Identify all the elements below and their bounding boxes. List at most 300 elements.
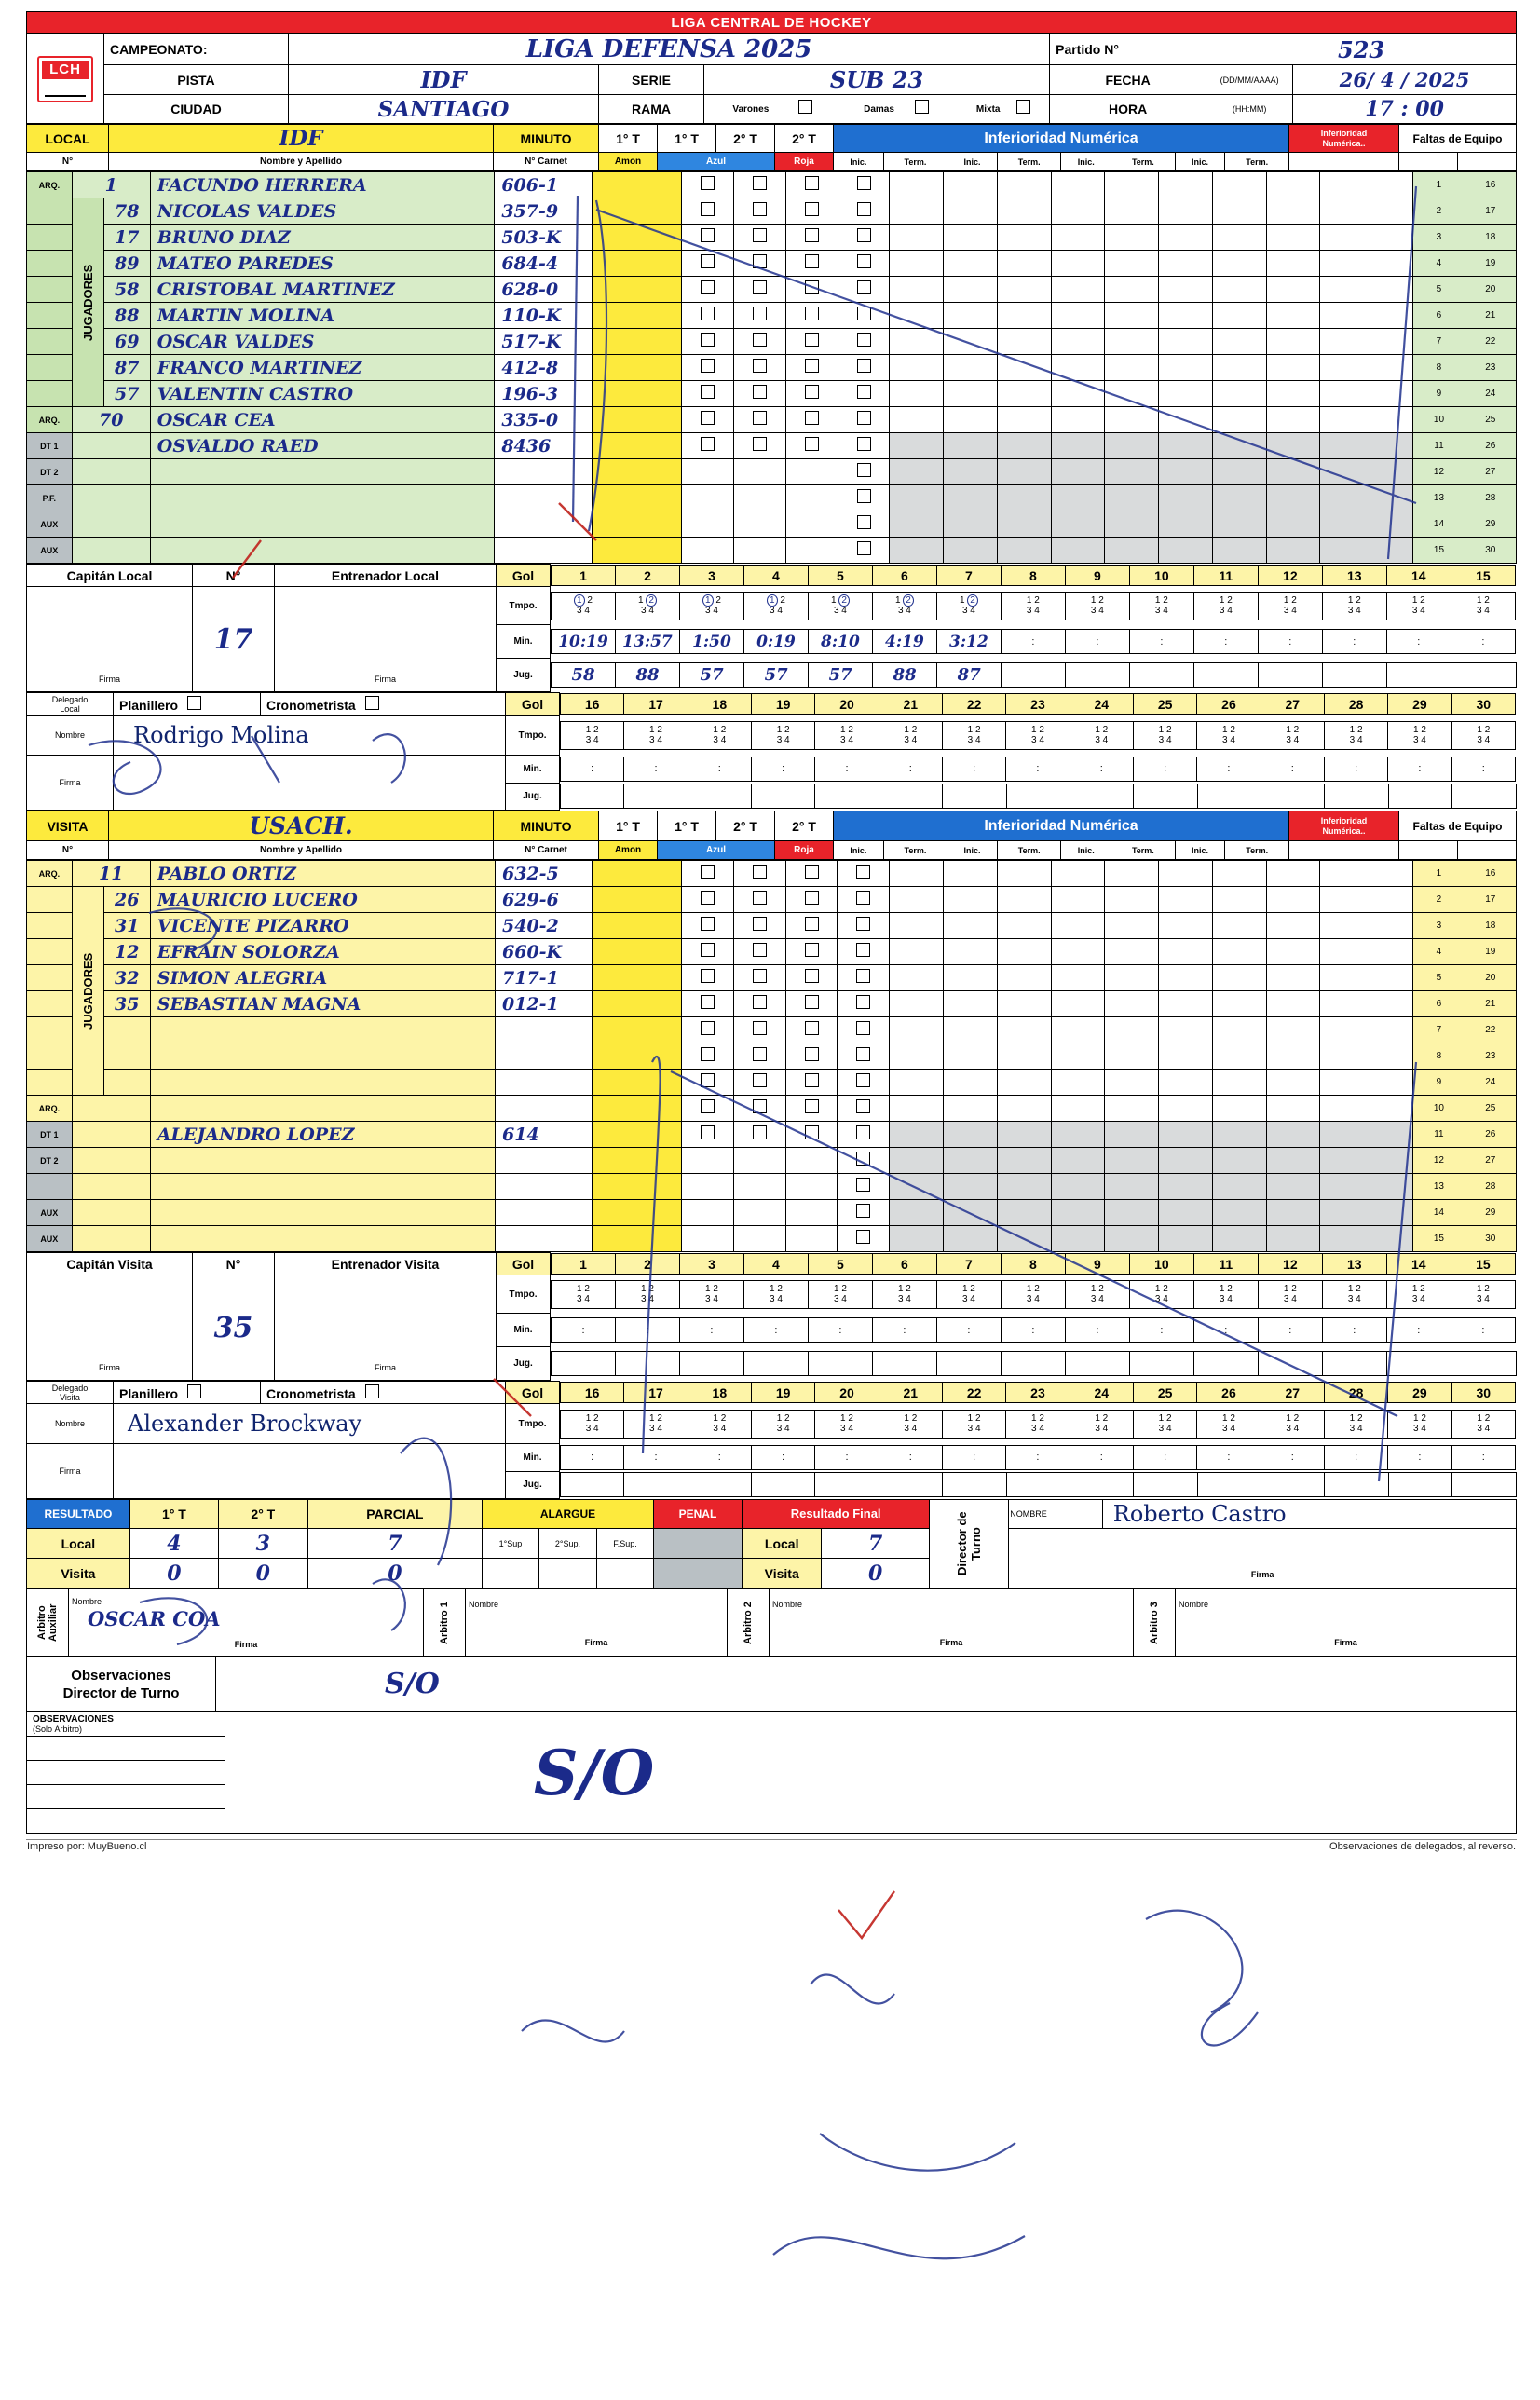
azul-t1-cell[interactable] [733,991,785,1017]
player-carnet[interactable]: 628-0 [495,277,593,303]
inferioridad2-cell[interactable] [1320,251,1413,277]
inferioridad2-cell[interactable] [1320,277,1413,303]
inferioridad-cell[interactable] [1105,511,1159,538]
inferioridad-cell[interactable] [1159,538,1213,564]
roja-cell[interactable] [838,251,890,277]
player-name[interactable]: MARTIN MOLINA [150,303,495,329]
amon-check-cell[interactable] [681,1096,733,1122]
inferioridad-cell[interactable] [1051,433,1105,459]
azul-t2-cell[interactable] [785,1200,838,1226]
inferioridad-cell[interactable] [1266,198,1320,225]
player-name[interactable] [150,538,495,564]
obs-dt-field[interactable] [216,1657,1517,1711]
inferioridad-cell[interactable] [1212,1017,1266,1043]
falta-right[interactable]: 23 [1465,355,1516,381]
goal-tiempo-cell[interactable]: 1 2 3 4 [1388,1410,1451,1438]
goal-jugador-cell[interactable] [1066,1352,1130,1376]
obs-line-3[interactable] [27,1785,225,1809]
goal-jugador-cell[interactable] [1451,1352,1516,1376]
amon-check-cell[interactable] [681,1174,733,1200]
azul-t1-cell[interactable] [733,861,785,887]
falta-right[interactable]: 25 [1465,1096,1516,1122]
goal-jugador-cell[interactable]: 58 [552,663,616,688]
inferioridad-cell[interactable] [1266,355,1320,381]
player-number[interactable] [103,1043,150,1070]
goal-min-cell[interactable]: : [688,757,751,781]
inferioridad-cell[interactable] [890,303,944,329]
player-name[interactable] [150,485,495,511]
falta-right[interactable]: 19 [1465,251,1516,277]
falta-right[interactable]: 16 [1465,861,1516,887]
roja-cell[interactable] [838,198,890,225]
falta-right[interactable]: 26 [1465,1122,1516,1148]
inferioridad-cell[interactable] [890,511,944,538]
inferioridad-cell[interactable] [1212,303,1266,329]
amon-minute-cell[interactable] [593,485,682,511]
inferioridad-cell[interactable] [1266,1043,1320,1070]
player-number[interactable]: 58 [103,277,150,303]
falta-right[interactable]: 18 [1465,913,1516,939]
fsup-visita-cell[interactable] [597,1559,654,1589]
goal-jugador-cell[interactable] [1261,1473,1324,1497]
inferioridad-cell[interactable] [944,225,998,251]
inferioridad-cell[interactable] [1266,1148,1320,1174]
goal-min-cell[interactable]: : [1258,1318,1322,1343]
sup1-visita-cell[interactable] [483,1559,539,1589]
inferioridad-cell[interactable] [1266,991,1320,1017]
goal-tiempo-cell[interactable]: 1 2 3 4 [751,721,814,749]
goal-jugador-cell[interactable] [1130,663,1194,688]
player-number[interactable]: 11 [72,861,150,887]
inferioridad-cell[interactable] [1159,861,1213,887]
roja-cell[interactable] [838,1096,890,1122]
player-carnet[interactable] [496,1148,593,1174]
inferioridad-cell[interactable] [890,407,944,433]
inferioridad2-cell[interactable] [1320,538,1413,564]
inferioridad-cell[interactable] [1159,277,1213,303]
visita-team-field[interactable] [109,811,494,841]
goal-tiempo-cell[interactable]: 1 2 3 4 [1324,721,1387,749]
inferioridad-cell[interactable] [944,1226,998,1252]
player-carnet[interactable]: 503-K [495,225,593,251]
amon-minute-cell[interactable] [593,913,682,939]
roja-cell[interactable] [838,913,890,939]
azul-t2-cell[interactable] [785,355,838,381]
falta-left[interactable]: 11 [1413,433,1465,459]
roja-cell[interactable] [838,939,890,965]
inferioridad-cell[interactable] [1159,1226,1213,1252]
amon-minute-cell[interactable] [593,381,682,407]
goal-tiempo-cell[interactable]: 1 2 3 4 [561,1410,624,1438]
player-name[interactable]: PABLO ORTIZ [150,861,495,887]
goal-jugador-cell[interactable] [1194,663,1259,688]
goal-jugador-cell[interactable] [1387,663,1451,688]
goal-min-cell[interactable]: : [1451,1445,1515,1469]
azul-t2-cell[interactable] [785,433,838,459]
inferioridad-cell[interactable] [997,1148,1051,1174]
azul-t1-cell[interactable] [733,965,785,991]
resultado-visita-t2[interactable] [219,1559,307,1589]
inferioridad-cell[interactable] [1159,172,1213,198]
inferioridad-cell[interactable] [1159,485,1213,511]
inferioridad-cell[interactable] [997,355,1051,381]
player-carnet[interactable] [496,1070,593,1096]
capitan-visita-firma[interactable] [27,1275,193,1381]
arbitro-aux-cell[interactable] [69,1589,424,1657]
goal-jugador-cell[interactable]: 87 [937,663,1002,688]
amon-check-cell[interactable] [681,407,733,433]
amon-minute-cell[interactable] [593,1226,682,1252]
roja-cell[interactable] [838,485,890,511]
goal-min-cell[interactable]: : [561,757,624,781]
inferioridad-cell[interactable] [1051,939,1105,965]
goal-min-cell[interactable]: : [815,757,879,781]
falta-right[interactable]: 30 [1465,1226,1516,1252]
falta-left[interactable]: 2 [1413,887,1465,913]
inferioridad-cell[interactable] [1212,1148,1266,1174]
goal-tiempo-cell[interactable]: 1 2 3 4 [1133,721,1196,749]
player-name[interactable]: SEBASTIAN MAGNA [150,991,495,1017]
entrenador-local-firma[interactable] [275,587,497,692]
inferioridad2-cell[interactable] [1320,861,1413,887]
azul-t2-cell[interactable] [785,1122,838,1148]
inferioridad-cell[interactable] [1159,1070,1213,1096]
player-carnet[interactable]: 660-K [496,939,593,965]
inferioridad-cell[interactable] [890,225,944,251]
inferioridad-cell[interactable] [1105,1043,1159,1070]
player-name[interactable] [150,1200,495,1226]
player-name[interactable] [150,1174,495,1200]
player-name[interactable] [150,1148,495,1174]
goal-jugador-cell[interactable] [815,784,879,809]
inferioridad-cell[interactable] [1212,887,1266,913]
inferioridad-cell[interactable] [1266,225,1320,251]
goal-tiempo-cell[interactable]: 1 2 3 4 [936,1280,1001,1308]
amon-minute-cell[interactable] [593,172,682,198]
player-number[interactable]: 26 [103,887,150,913]
player-number[interactable]: 69 [103,329,150,355]
player-number[interactable] [72,538,150,564]
goal-tiempo-cell[interactable]: 1 2 3 4 [1451,1410,1515,1438]
goal-jugador-cell[interactable] [752,784,815,809]
inferioridad-cell[interactable] [1105,1122,1159,1148]
inferioridad-cell[interactable] [1159,459,1213,485]
goal-tiempo-cell[interactable]: 1 2 3 4 [624,721,688,749]
inferioridad-cell[interactable] [890,381,944,407]
inferioridad-cell[interactable] [1159,887,1213,913]
inferioridad2-cell[interactable] [1320,485,1413,511]
falta-right[interactable]: 20 [1465,965,1516,991]
falta-left[interactable]: 11 [1413,1122,1465,1148]
goal-jugador-cell[interactable] [1070,784,1133,809]
goal-min-cell[interactable]: : [1193,1318,1258,1343]
goal-min-cell[interactable]: : [942,757,1005,781]
inferioridad-cell[interactable] [1051,965,1105,991]
player-name[interactable] [150,1070,495,1096]
inferioridad-cell[interactable] [890,1226,944,1252]
goal-min-cell[interactable]: : [936,1318,1001,1343]
inferioridad-cell[interactable] [1159,251,1213,277]
goal-min-cell[interactable]: : [1322,1318,1386,1343]
inferioridad2-cell[interactable] [1320,433,1413,459]
roja-cell[interactable] [838,887,890,913]
goal-jugador-cell[interactable] [1134,784,1197,809]
inferioridad-cell[interactable] [997,1017,1051,1043]
amon-check-cell[interactable] [681,485,733,511]
inferioridad-cell[interactable] [944,407,998,433]
goal-min-cell[interactable]: : [1070,1445,1133,1469]
amon-check-cell[interactable] [681,1043,733,1070]
goal-jugador-cell[interactable] [1323,663,1387,688]
player-name[interactable]: OSCAR CEA [150,407,495,433]
player-carnet[interactable]: 717-1 [496,965,593,991]
goal-jugador-cell[interactable] [1325,1473,1388,1497]
goal-tiempo-cell[interactable]: 1 2 3 4 [1001,1280,1065,1308]
inferioridad-cell[interactable] [944,355,998,381]
inferioridad-cell[interactable] [997,1096,1051,1122]
director-firma-field[interactable] [1009,1529,1517,1589]
falta-right[interactable]: 30 [1465,538,1516,564]
inferioridad2-cell[interactable] [1320,407,1413,433]
goal-tiempo-cell[interactable]: 1 2 3 4 [1197,721,1261,749]
amon-minute-cell[interactable] [593,511,682,538]
roja-cell[interactable] [838,433,890,459]
falta-left[interactable]: 9 [1413,381,1465,407]
roja-cell[interactable] [838,1070,890,1096]
goal-jugador-cell[interactable] [1452,784,1516,809]
azul-t2-cell[interactable] [785,1148,838,1174]
player-carnet[interactable] [495,511,593,538]
goal-jugador-cell[interactable] [815,1473,879,1497]
inferioridad-cell[interactable] [1212,1226,1266,1252]
goal-jugador-cell[interactable] [688,1473,751,1497]
inferioridad-cell[interactable] [890,538,944,564]
player-number[interactable] [72,1122,150,1148]
inferioridad-cell[interactable] [1051,861,1105,887]
inferioridad-cell[interactable] [890,198,944,225]
falta-right[interactable]: 22 [1465,1017,1516,1043]
falta-left[interactable]: 2 [1413,198,1465,225]
player-name[interactable]: ALEJANDRO LOPEZ [150,1122,495,1148]
azul-t2-cell[interactable] [785,381,838,407]
goal-jugador-cell[interactable] [879,784,942,809]
local-team-field[interactable] [109,125,494,153]
inferioridad-cell[interactable] [997,511,1051,538]
amon-minute-cell[interactable] [593,887,682,913]
goal-min-cell[interactable]: : [879,757,942,781]
inferioridad2-cell[interactable] [1320,887,1413,913]
inferioridad-cell[interactable] [944,1200,998,1226]
player-number[interactable]: 1 [72,172,150,198]
goal-jugador-cell[interactable] [873,1352,937,1376]
player-name[interactable]: MAURICIO LUCERO [150,887,495,913]
inferioridad-cell[interactable] [997,381,1051,407]
inferioridad-cell[interactable] [1105,1096,1159,1122]
roja-cell[interactable] [838,538,890,564]
inferioridad-cell[interactable] [1105,381,1159,407]
inferioridad-cell[interactable] [890,172,944,198]
goal-min-cell[interactable]: : [1006,757,1070,781]
inferioridad-cell[interactable] [997,303,1051,329]
inferioridad-cell[interactable] [997,433,1051,459]
inferioridad2-cell[interactable] [1320,329,1413,355]
amon-check-cell[interactable] [681,1017,733,1043]
visita-cronometrista-cell[interactable] [261,1382,506,1404]
inferioridad-cell[interactable] [944,1174,998,1200]
inferioridad-cell[interactable] [1266,1017,1320,1043]
goal-jugador-cell[interactable] [1134,1473,1197,1497]
inferioridad-cell[interactable] [1266,538,1320,564]
visita-planillero-cell[interactable] [114,1382,261,1404]
amon-minute-cell[interactable] [593,303,682,329]
goal-min-cell[interactable]: : [1193,630,1258,654]
amon-check-cell[interactable] [681,172,733,198]
inferioridad-cell[interactable] [1159,225,1213,251]
inferioridad-cell[interactable] [1105,198,1159,225]
inferioridad2-cell[interactable] [1320,459,1413,485]
falta-left[interactable]: 14 [1413,511,1465,538]
inferioridad-cell[interactable] [1051,329,1105,355]
azul-t2-cell[interactable] [785,538,838,564]
player-number[interactable] [72,1096,150,1122]
inferioridad-cell[interactable] [1105,913,1159,939]
roja-cell[interactable] [838,1148,890,1174]
player-carnet[interactable] [495,485,593,511]
amon-minute-cell[interactable] [593,939,682,965]
inferioridad-cell[interactable] [890,991,944,1017]
goal-min-cell[interactable]: : [879,1445,942,1469]
campeonato-field[interactable] [289,34,1050,65]
player-name[interactable]: CRISTOBAL MARTINEZ [150,277,495,303]
goal-tiempo-cell[interactable]: 1 2 3 4 [552,592,616,620]
inferioridad-cell[interactable] [1159,1017,1213,1043]
hora-field[interactable] [1293,95,1517,124]
falta-right[interactable]: 24 [1465,381,1516,407]
amon-check-cell[interactable] [681,355,733,381]
goal-tiempo-cell[interactable]: 1 2 3 4 [1322,1280,1386,1308]
inferioridad-cell[interactable] [1159,1122,1213,1148]
goal-tiempo-cell[interactable]: 1 2 3 4 [1001,592,1065,620]
falta-right[interactable]: 29 [1465,1200,1516,1226]
inferioridad-cell[interactable] [997,861,1051,887]
player-carnet[interactable]: 632-5 [496,861,593,887]
inferioridad-cell[interactable] [997,277,1051,303]
inferioridad2-cell[interactable] [1320,913,1413,939]
inferioridad-cell[interactable] [1212,1043,1266,1070]
goal-tiempo-cell[interactable]: 1 2 3 4 [872,592,936,620]
inferioridad-cell[interactable] [1212,172,1266,198]
goal-jugador-cell[interactable] [1259,663,1323,688]
inferioridad-cell[interactable] [944,329,998,355]
player-name[interactable] [150,1226,495,1252]
goal-min-cell[interactable]: : [751,757,814,781]
player-carnet[interactable]: 540-2 [496,913,593,939]
roja-cell[interactable] [838,381,890,407]
azul-t2-cell[interactable] [785,407,838,433]
inferioridad2-cell[interactable] [1320,939,1413,965]
roja-cell[interactable] [838,172,890,198]
arbitro2-cell[interactable] [770,1589,1134,1657]
amon-check-cell[interactable] [681,1200,733,1226]
inferioridad-cell[interactable] [1266,1070,1320,1096]
player-name[interactable] [150,511,495,538]
player-name[interactable]: FRANCO MARTINEZ [150,355,495,381]
goal-jugador-cell[interactable] [1197,1473,1261,1497]
inferioridad-cell[interactable] [1212,251,1266,277]
inferioridad-cell[interactable] [944,485,998,511]
goal-tiempo-cell[interactable]: 1 2 3 4 [1065,1280,1129,1308]
inferioridad-cell[interactable] [1105,1070,1159,1096]
goal-tiempo-cell[interactable]: 1 2 3 4 [615,592,679,620]
inferioridad-cell[interactable] [1105,991,1159,1017]
azul-t1-cell[interactable] [733,251,785,277]
player-number[interactable] [72,433,150,459]
player-carnet[interactable]: 357-9 [495,198,593,225]
ciudad-field[interactable] [289,95,599,124]
goal-min-cell[interactable]: : [1129,630,1193,654]
goal-min-cell[interactable]: : [1006,1445,1070,1469]
goal-tiempo-cell[interactable]: 1 2 3 4 [743,592,808,620]
goal-min-cell[interactable]: : [688,1445,751,1469]
amon-check-cell[interactable] [681,1122,733,1148]
inferioridad-cell[interactable] [1266,1226,1320,1252]
goal-jugador-cell[interactable] [1451,663,1516,688]
goal-jugador-cell[interactable] [1388,1473,1451,1497]
inferioridad-cell[interactable] [944,538,998,564]
player-number[interactable]: 78 [103,198,150,225]
inferioridad2-cell[interactable] [1320,303,1413,329]
inferioridad-cell[interactable] [1105,1200,1159,1226]
goal-tiempo-cell[interactable]: 1 2 3 4 [1129,1280,1193,1308]
azul-t1-cell[interactable] [733,459,785,485]
falta-left[interactable]: 15 [1413,1226,1465,1252]
goal-tiempo-cell[interactable]: 1 2 3 4 [942,1410,1005,1438]
azul-t2-cell[interactable] [785,198,838,225]
falta-right[interactable]: 23 [1465,1043,1516,1070]
player-number[interactable]: 89 [103,251,150,277]
inferioridad2-cell[interactable] [1320,1096,1413,1122]
falta-left[interactable]: 1 [1413,172,1465,198]
falta-right[interactable]: 16 [1465,172,1516,198]
inferioridad-cell[interactable] [1105,1226,1159,1252]
goal-jugador-cell[interactable] [1002,663,1066,688]
goal-min-cell[interactable]: : [1324,1445,1387,1469]
goal-min-cell[interactable]: : [1386,1318,1451,1343]
local-delegado-firma-field[interactable] [114,756,506,811]
azul-t1-cell[interactable] [733,329,785,355]
inferioridad-cell[interactable] [997,1200,1051,1226]
amon-minute-cell[interactable] [593,433,682,459]
inferioridad-cell[interactable] [1212,277,1266,303]
inferioridad-cell[interactable] [1212,459,1266,485]
goal-tiempo-cell[interactable]: 1 2 3 4 [1388,721,1451,749]
amon-minute-cell[interactable] [593,538,682,564]
goal-tiempo-cell[interactable]: 1 2 3 4 [1006,721,1070,749]
azul-t2-cell[interactable] [785,1096,838,1122]
inferioridad-cell[interactable] [997,225,1051,251]
inferioridad-cell[interactable] [1105,861,1159,887]
inferioridad-cell[interactable] [944,198,998,225]
goal-tiempo-cell[interactable]: 1 2 3 4 [1451,721,1515,749]
amon-minute-cell[interactable] [593,407,682,433]
player-name[interactable]: NICOLAS VALDES [150,198,495,225]
capitan-local-firma[interactable] [27,587,193,692]
goal-min-cell[interactable]: : [1001,630,1065,654]
inferioridad-cell[interactable] [1051,485,1105,511]
goal-tiempo-cell[interactable]: 1 2 3 4 [552,1280,616,1308]
obs-line-2[interactable] [27,1761,225,1785]
amon-check-cell[interactable] [681,433,733,459]
